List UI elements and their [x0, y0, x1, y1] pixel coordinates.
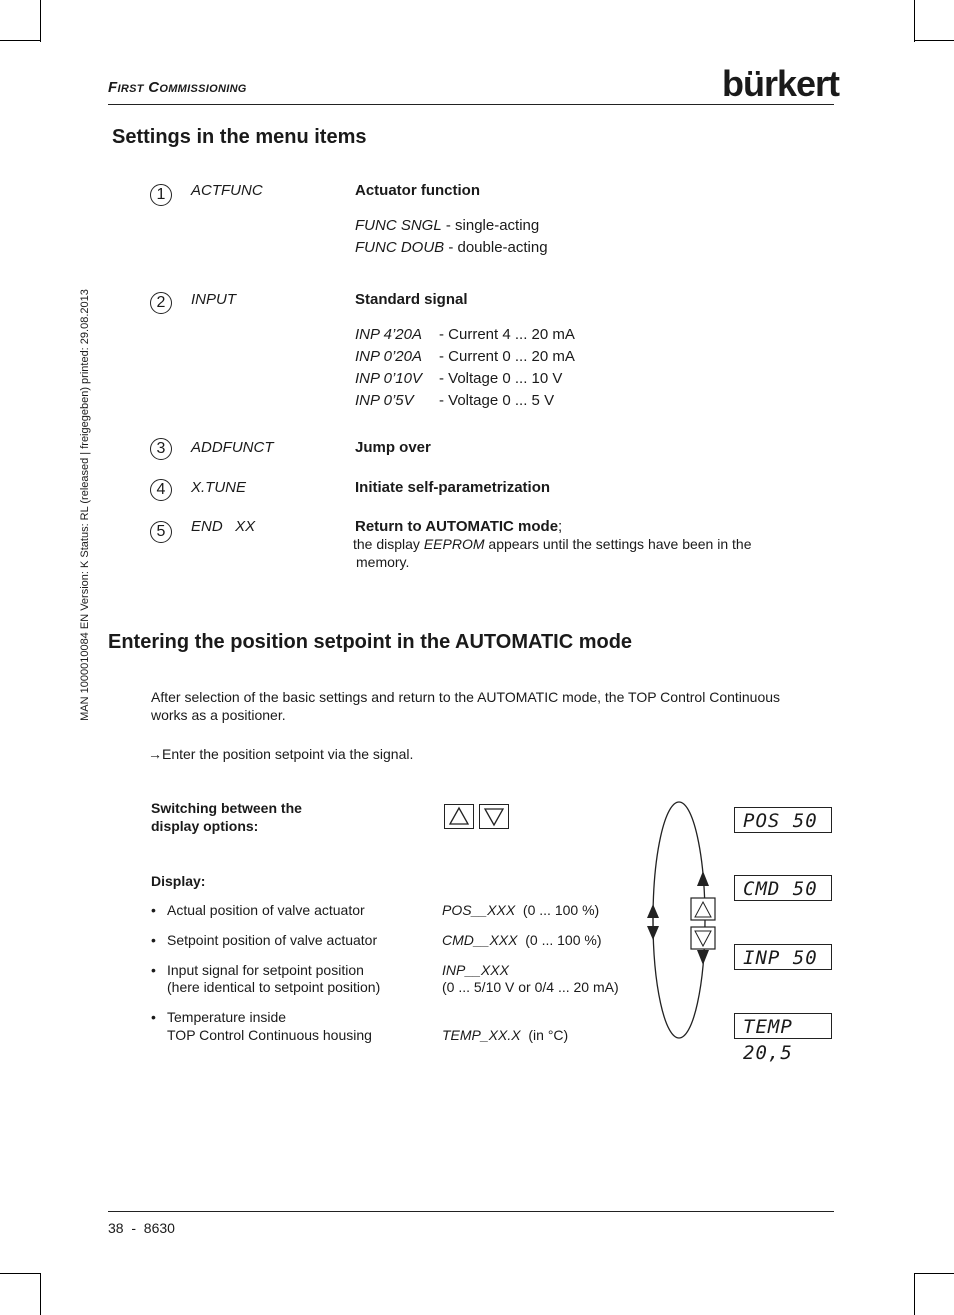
bullet: • — [151, 962, 156, 978]
row-label: Actual position of valve actuator — [167, 902, 365, 918]
intro-para-line2: works as a positioner. — [151, 707, 286, 723]
crop-mark — [40, 1273, 41, 1315]
arrow-up-button[interactable] — [444, 804, 474, 829]
crop-mark — [914, 0, 915, 42]
arrow-down-icon — [697, 950, 709, 965]
step-1-marker: 1 — [150, 184, 172, 206]
row-range: (0 ... 5/10 V or 0/4 ... 20 mA) — [442, 979, 619, 995]
bullet: • — [151, 932, 156, 948]
step-4-marker: 4 — [150, 479, 172, 501]
menu-item-name: X.TUNE — [191, 479, 247, 496]
arrow-up-icon — [697, 871, 709, 886]
option-code: INP 0’10V — [355, 370, 422, 387]
eeprom-note: the display EEPROM appears until the settings have been in the — [353, 536, 752, 552]
crop-mark — [0, 40, 40, 41]
side-note: MAN 1000010084 EN Version: K Status: RL (released | freigegeben) printed: 29.08.2013 — [79, 289, 91, 721]
menu-item-name: ACTFUNC — [191, 182, 263, 199]
footer-rule — [108, 1211, 834, 1212]
lcd-inp: INP 50 — [734, 944, 832, 970]
lcd-pos: POS 50 — [734, 807, 832, 833]
triangle-up-icon — [445, 805, 473, 828]
step-2-marker: 2 — [150, 292, 172, 314]
arrow-right-icon: → — [148, 746, 162, 762]
option-code: INP 0’20A — [355, 348, 422, 365]
lcd-temp: TEMP 20,5 — [734, 1013, 832, 1039]
burkert-logo: bürkert — [722, 63, 840, 104]
option-text: - Current 0 ... 20 mA — [439, 348, 575, 365]
option-line: FUNC SNGL - single-acting — [355, 217, 540, 234]
option-line: FUNC DOUB - double-acting — [355, 239, 548, 256]
menu-item-name: END XX — [191, 518, 256, 535]
triangle-down-icon — [480, 805, 508, 828]
header-rule — [108, 104, 834, 105]
row-label-line2: (here identical to setpoint position) — [167, 979, 381, 995]
switching-label-line1: Switching between the — [151, 800, 302, 816]
menu-item-name: INPUT — [191, 291, 236, 308]
option-text: - Voltage 0 ... 5 V — [439, 392, 555, 409]
crop-mark — [914, 1273, 954, 1274]
menu-item-desc-line: Return to AUTOMATIC mode; — [355, 518, 563, 535]
crop-mark — [40, 0, 41, 42]
switching-label-line2: display options: — [151, 818, 259, 834]
section-header: FIRST COMMISSIONING — [108, 79, 247, 96]
step-3-marker: 3 — [150, 438, 172, 460]
crop-mark — [0, 1273, 40, 1274]
intro-para-line1: After selection of the basic settings and return to the AUTOMATIC mode, the TOP Control Continuous — [151, 689, 781, 705]
step-5-marker: 5 — [150, 521, 172, 543]
option-text: - Current 4 ... 20 mA — [439, 326, 575, 343]
automatic-title: Entering the position setpoint in the AUTOMATIC mode — [108, 631, 633, 653]
page-number: 38 - 8630 — [108, 1220, 175, 1236]
row-label: Input signal for setpoint position — [167, 962, 364, 978]
row-value: TEMP_XX.X (in °C) — [442, 1027, 569, 1043]
menu-item-desc: Standard signal — [355, 291, 468, 308]
row-label-line2: TOP Control Continuous housing — [167, 1027, 372, 1043]
row-value: POS__XXX (0 ... 100 %) — [442, 902, 600, 918]
step-instruction: →Enter the position setpoint via the signal. — [148, 746, 414, 762]
arrow-down-button[interactable] — [479, 804, 509, 829]
row-label: Temperature inside — [167, 1009, 287, 1025]
cycle-diagram — [640, 798, 730, 1048]
crop-mark — [914, 1273, 915, 1315]
row-label: Setpoint position of valve actuator — [167, 932, 378, 948]
menu-item-desc: Actuator function — [355, 182, 480, 199]
menu-item-desc: Jump over — [355, 439, 431, 456]
option-code: INP 0’5V — [355, 392, 414, 409]
bullet: • — [151, 1009, 156, 1025]
crop-mark — [914, 40, 954, 41]
display-label: Display: — [151, 873, 206, 889]
eeprom-note-line2: memory. — [356, 554, 410, 570]
menu-item-desc: Initiate self-parametrization — [355, 479, 551, 496]
option-code: INP 4’20A — [355, 326, 422, 343]
row-code: INP__XXX — [442, 962, 509, 978]
arrow-up-icon — [647, 904, 659, 918]
arrow-down-icon — [647, 926, 659, 940]
bullet: • — [151, 902, 156, 918]
option-text: - Voltage 0 ... 10 V — [439, 370, 563, 387]
row-value: CMD__XXX (0 ... 100 %) — [442, 932, 602, 948]
menu-item-name: ADDFUNCT — [191, 439, 274, 456]
lcd-cmd: CMD 50 — [734, 875, 832, 901]
settings-title: Settings in the menu items — [112, 126, 367, 148]
